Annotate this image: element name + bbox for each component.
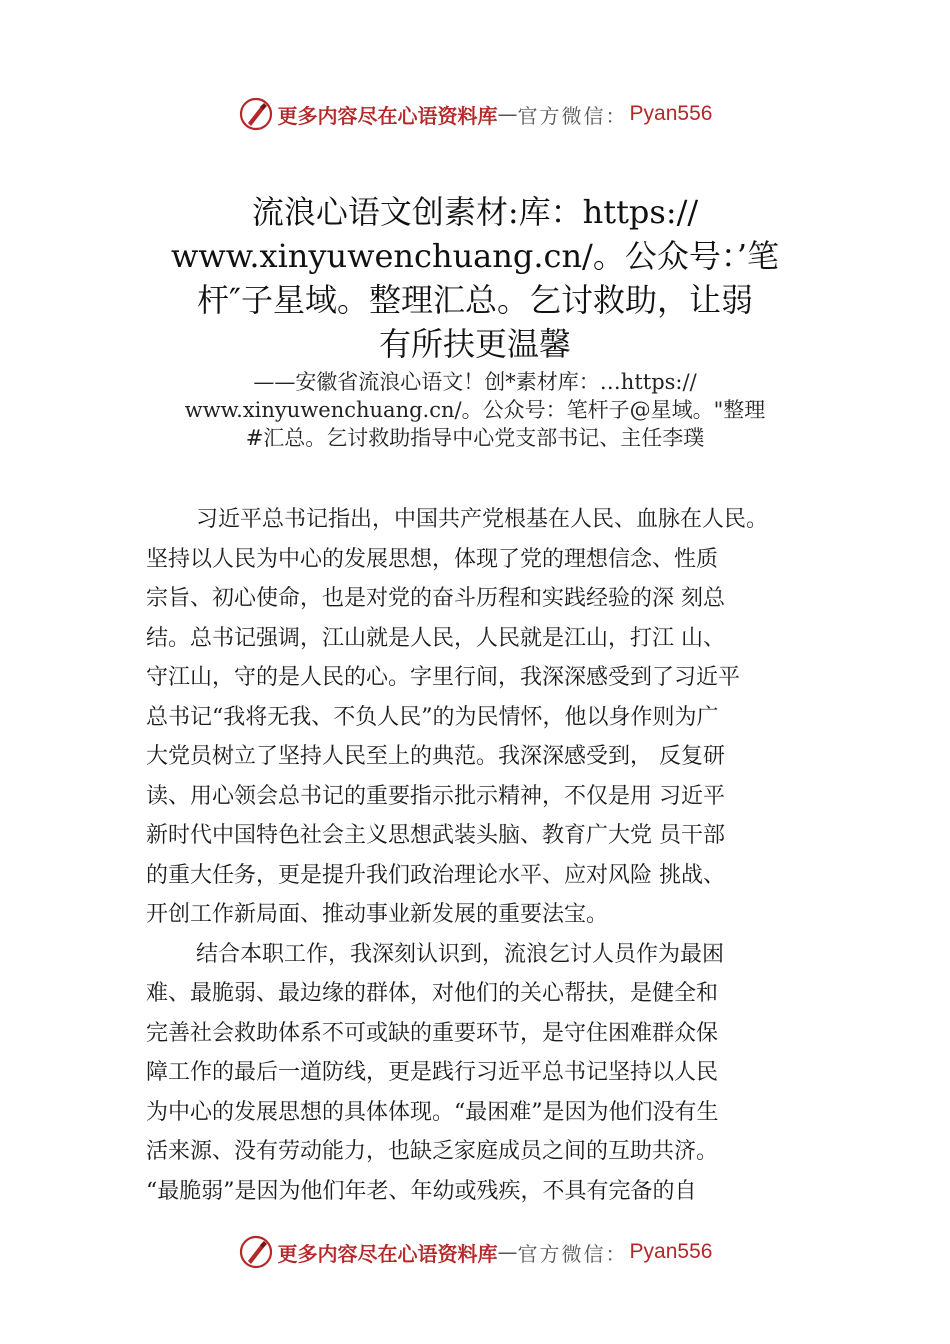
footer-wechat-label: 官方微信： [517,1241,628,1266]
header-dash: — [497,102,518,126]
paragraph-line: 习近平总书记指出，中国共产党根基在人民、血脉在人民。 [196,507,769,532]
paragraph-line: 坚持以人民为中心的发展思想，体现了党的理想信念、性质 [146,546,719,572]
paragraph-line: 结合本职工作，我深刻认识到，流浪乞讨人员作为最困 [196,941,725,967]
title-line: 杆″子星域。整理汇总。乞讨救助，让弱 [197,281,753,319]
header-brand-text: 更多内容尽在心语资料库 [277,103,498,128]
header-wechat-id: Pyan556 [629,102,713,125]
paragraph-line: 读、用心领会总书记的重要指示批示精神，不仅是用 习近平 [146,783,725,809]
footer-banner [0,1232,950,1272]
subtitle-line: ——安徽省流浪心语文！创*素材库：…https:// [253,370,697,394]
paragraph-line: 活来源、没有劳动能力，也缺乏家庭成员之间的互助共济。 [146,1139,719,1164]
paragraph-line: 新时代中国特色社会主义思想武装头脑、教育广大党 员干部 [146,823,725,848]
title-line: 流浪心语文创素材:库：https:// [251,193,699,231]
subtitle-line: www.xinyuwenchuang.cn/。公众号：笔杆子@星域。"整理 [184,398,766,422]
document-title [150,190,800,366]
paragraph-line: 为中心的发展思想的具体体现。“最困难”是因为他们没有生 [146,1099,719,1125]
footer-brand-text: 更多内容尽在心语资料库 [277,1241,498,1266]
paragraph-line: 总书记“我将无我、不负人民”的为民情怀，他以身作则为广 [146,704,719,730]
pen-logo-icon [238,1234,274,1270]
paragraph-line: 宗旨、初心使命，也是对党的奋斗历程和实践经验的深 刻总 [146,586,725,611]
paragraph-line: 完善社会救助体系不可或缺的重要环节，是守住困难群众保 [146,1020,719,1046]
paragraph-line: 结。总书记强调，江山就是人民，人民就是江山，打江 山、 [146,625,725,651]
footer-dash: — [497,1240,518,1264]
pen-logo-icon [238,96,274,132]
paragraph-line: 的重大任务，更是提升我们政治理论水平、应对风险 挑战、 [146,862,725,888]
title-line: www.xinyuwenchuang.cn/。公众号：’笔 [170,237,780,275]
footer-wechat-id: Pyan556 [629,1240,713,1263]
paragraph-line: 开创工作新局面、推动事业新发展的重要法宝。 [146,902,609,927]
paragraph-line: 大党员树立了坚持人民至上的典范。我深深感受到， 反复研 [146,744,725,769]
title-line: 有所扶更温馨 [378,325,571,363]
header-banner [0,94,950,134]
header-wechat-label: 官方微信： [517,103,628,128]
paragraph-line: “最脆弱”是因为他们年老、年幼或残疾，不具有完备的自 [146,1178,697,1204]
paragraph-line: 难、最脆弱、最边缘的群体，对他们的关心帮扶，是健全和 [146,981,719,1006]
document-body [146,500,866,1211]
paragraph-line: 守江山，守的是人民的心。字里行间，我深深感受到了习近平 [146,665,741,690]
paragraph-line: 障工作的最后一道防线，更是践行习近平总书记坚持以人民 [146,1060,719,1085]
subtitle-line: #汇总。乞讨救助指导中心党支部书记、主任李璞 [245,426,705,450]
document-subtitle [125,368,825,452]
